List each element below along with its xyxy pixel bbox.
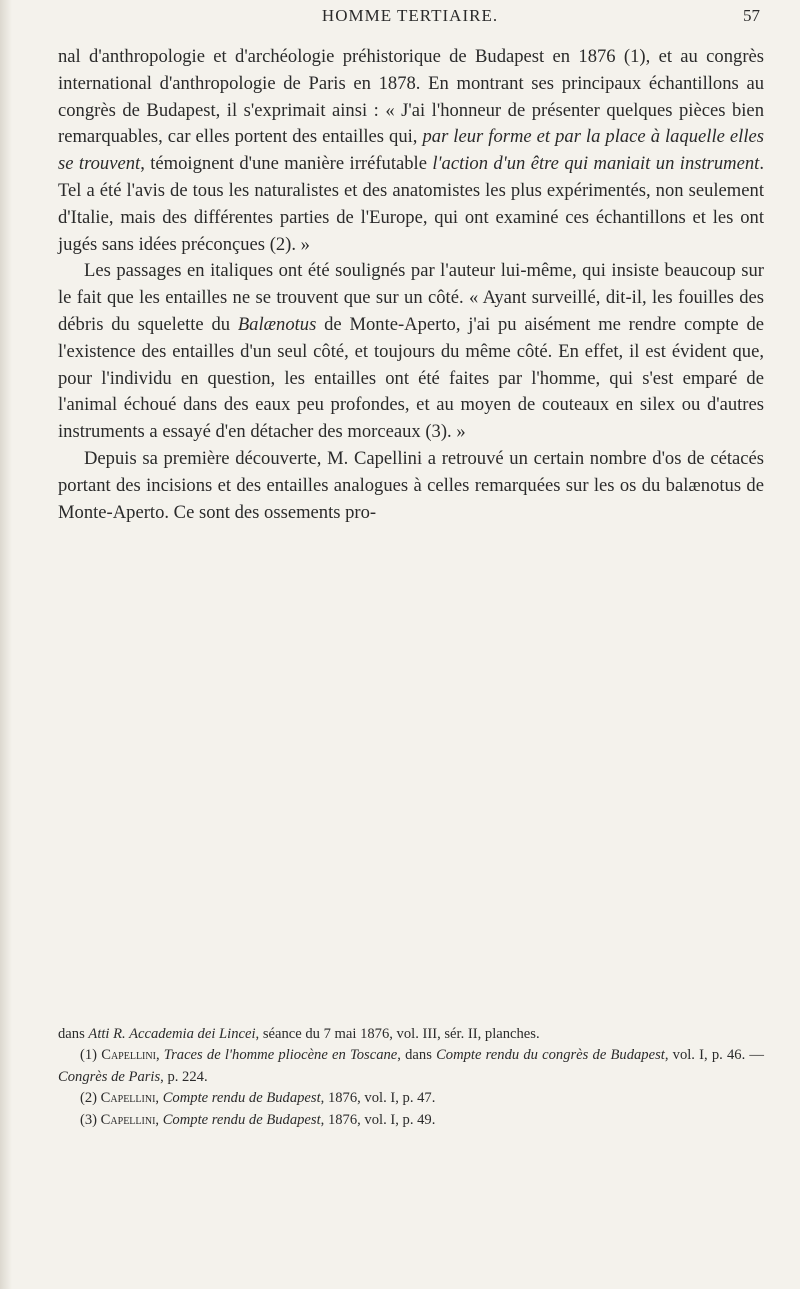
- body-text: [58, 44, 764, 526]
- italic-text: par leur forme et par la place à laquelle elles se trouvent: [58, 126, 764, 175]
- text-run: (2): [80, 1090, 101, 1107]
- text-run: nal d'anthropologie et d'archéologie préhistorique de Budapest en 1876 (1), et au congrès international d'anthropologie de Paris en 1878. En montrant ses principaux échantillons au congrès de Budapest, il s'exprimait ainsi : « J'ai l'honneur de présenter quelques pièces bien remarquables, car elles portent des entailles qui,: [58, 46, 764, 148]
- text-run: (3): [80, 1111, 101, 1128]
- italic-text: Compte rendu du congrès de Budapest: [436, 1047, 665, 1064]
- text-run: , 1876, vol. I, p. 47.: [320, 1090, 436, 1107]
- author-name: Capellini: [101, 1047, 156, 1064]
- italic-text: Compte rendu de Budapest: [162, 1090, 321, 1107]
- text-run: Les passages en italiques ont été soulignés par l'auteur lui-même, qui insiste beaucoup sur le fait que les entailles ne se trouvent que sur un côté. « Ayant surveillé, dit-il, les fouilles des débris du squelette du: [58, 260, 764, 335]
- footnote: [58, 1088, 764, 1109]
- text-run: ,: [155, 1047, 164, 1064]
- page-number: 57: [743, 6, 760, 25]
- text-run: , vol. I, p. 46. —: [664, 1047, 764, 1064]
- footnote: [58, 1110, 764, 1131]
- author-name: Capellini: [100, 1090, 156, 1107]
- text-run: , dans: [397, 1047, 437, 1064]
- italic-text: Traces de l'homme pliocène en Toscane: [163, 1047, 398, 1064]
- text-run: , 1876, vol. I, p. 49.: [320, 1111, 436, 1128]
- running-title: HOMME TERTIAIRE.: [321, 6, 499, 25]
- text-run: , p. 224.: [160, 1068, 208, 1085]
- text-run: . Tel a été l'avis de tous les naturalistes et des anatomistes les plus expérimentés, non seulement d'Italie, mais des différentes parties de l'Europe, qui ont examiné ces échantillons et les ont jugés sans idées préconçues (2). »: [58, 153, 764, 255]
- italic-text: Congrès de Paris: [58, 1068, 161, 1085]
- text-run: ,: [155, 1090, 163, 1107]
- paragraph: [58, 446, 764, 526]
- page-gutter-shadow: [0, 0, 12, 1289]
- footnote: [58, 1045, 764, 1088]
- italic-text: Compte rendu de Budapest: [162, 1111, 321, 1128]
- page-header: [60, 4, 760, 32]
- italic-text: Atti R. Accademia dei Lincei: [88, 1026, 256, 1042]
- text-run: , séance du 7 mai 1876, vol. III, sér. II, planches.: [255, 1026, 540, 1042]
- text-run: dans: [58, 1026, 89, 1042]
- italic-text: Balænotus: [237, 313, 317, 335]
- text-run: Depuis sa première découverte, M. Capellini a retrouvé un certain nombre d'os de cétacés portant des incisions et des entailles analogues à celles remarquées sur les os du balænotus de Monte-Aperto. Ce sont des ossements pro-: [58, 447, 764, 523]
- text-run: (1): [80, 1047, 102, 1064]
- footnote: [58, 1024, 764, 1045]
- paragraph: [58, 258, 764, 446]
- text-run: de Monte-Aperto, j'ai pu aisément me rendre compte de l'existence des entailles d'un seul côté, et toujours du même côté. En effet, il est évident que, pour l'individu en question, les entailles ont été faites par l'homme, qui s'est emparé de l'animal échoué dans des eaux peu profondes, et au moyen de couteaux en silex ou d'autres instruments a essayé d'en détacher des morceaux (3). »: [58, 313, 764, 443]
- text-run: , témoignent d'une manière irréfutable: [140, 153, 433, 175]
- footnotes: [58, 1024, 764, 1131]
- text-run: ,: [155, 1111, 163, 1128]
- italic-text: l'action d'un être qui maniait un instrument: [432, 153, 760, 175]
- paragraph: [58, 44, 764, 258]
- author-name: Capellini: [100, 1111, 156, 1128]
